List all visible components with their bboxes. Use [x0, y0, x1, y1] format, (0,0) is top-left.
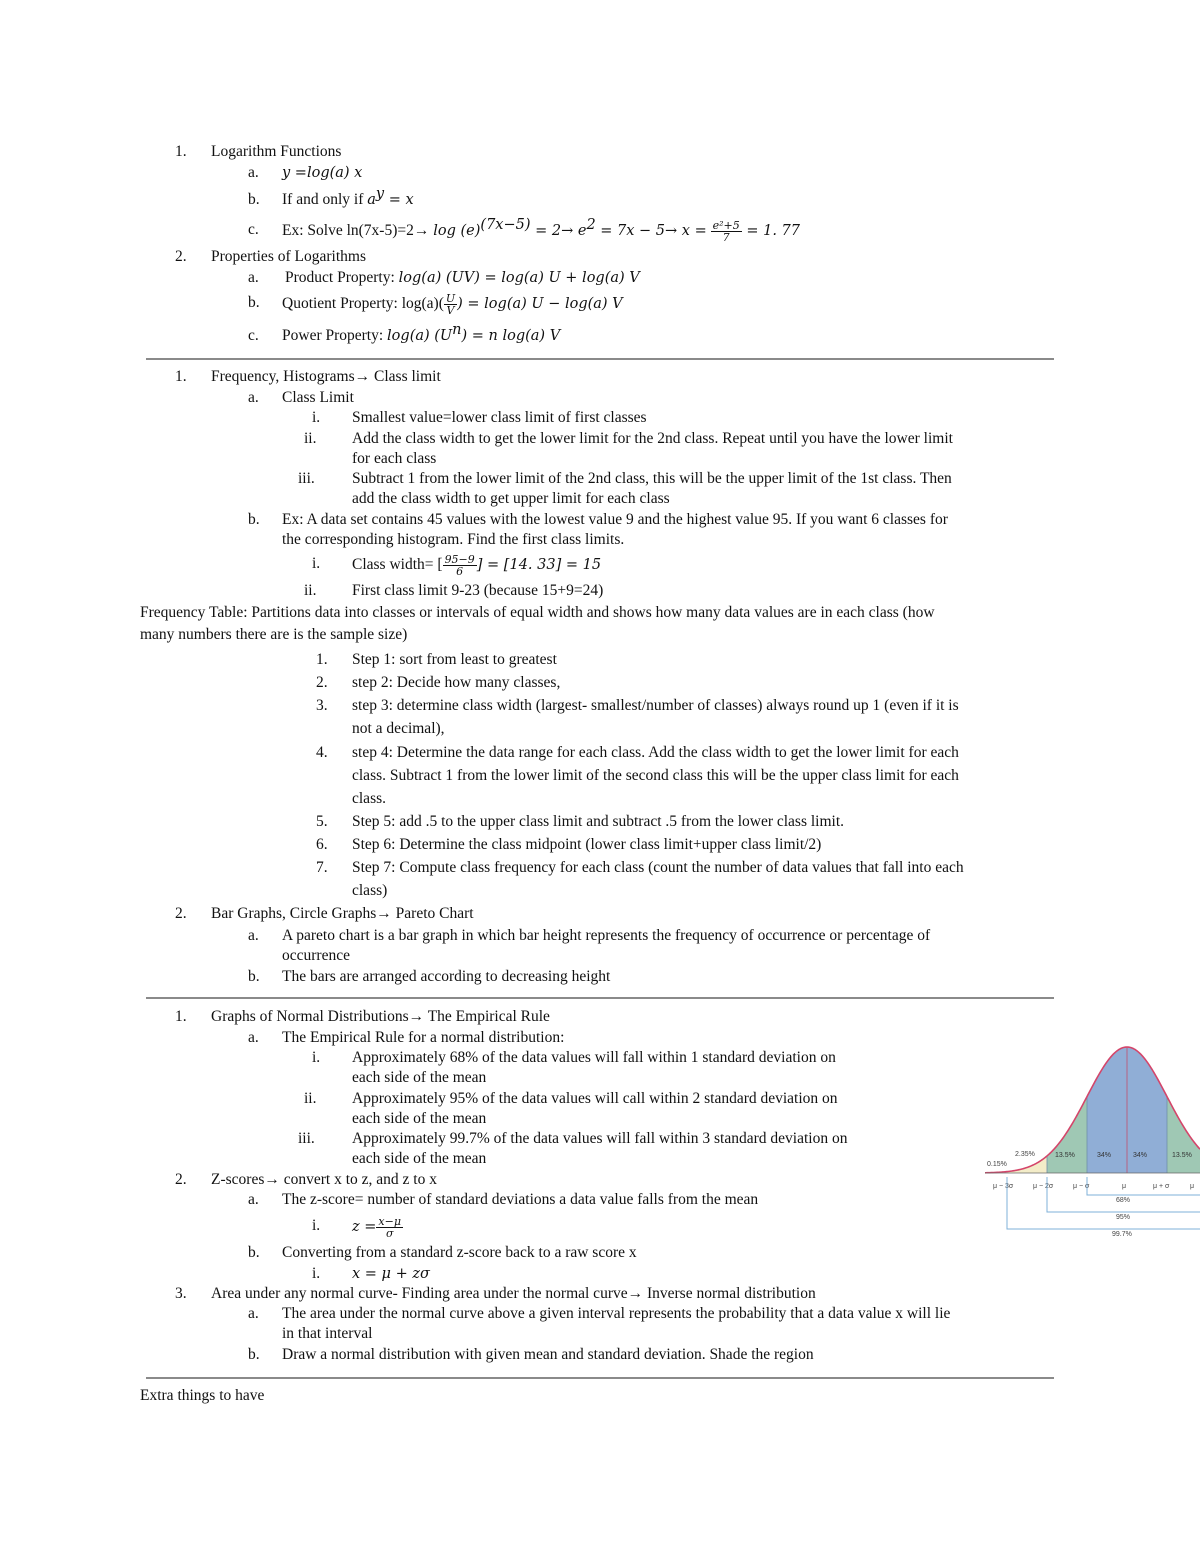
equation-rest: = 𝑥 — [384, 192, 414, 208]
heading-logarithm-functions: Logarithm Functions — [211, 143, 342, 160]
axis-label-plus1: μ + σ — [1153, 1183, 1170, 1190]
class-width-fraction — [443, 554, 477, 577]
z-score-fraction — [376, 1216, 403, 1239]
raw-score-conversion: Converting from a standard z-score back to a raw score x — [282, 1244, 637, 1261]
step-text: Step 1: sort from least to greatest — [352, 651, 557, 668]
list-letter: a. — [248, 269, 259, 286]
power-property — [282, 321, 561, 346]
list-roman: ii. — [304, 582, 317, 599]
fraction-denominator: 𝑉 — [446, 304, 455, 317]
section-divider — [146, 997, 1054, 999]
example-mid: = 2→ 𝑒 — [530, 223, 587, 240]
iff-text: If and only if — [282, 191, 364, 208]
step-number: 4. — [316, 744, 328, 761]
z-score-formula — [352, 1216, 403, 1239]
heading-area-under-curve: Area under any normal curve- Finding area under the normal curve→ Inverse normal distribution — [211, 1285, 816, 1302]
axis-label-plus2: μ — [1190, 1183, 1195, 1190]
equation-log-definition: 𝑦 =log(a) x — [282, 165, 363, 181]
pct-label-outer: 0.15% — [987, 1161, 1007, 1168]
step-text-cont: class. Subtract 1 from the lower limit of the second class this will be the upper class limit for each — [352, 767, 959, 784]
list-letter: a. — [248, 1191, 259, 1208]
list-roman: i. — [312, 1049, 321, 1066]
list-roman: i. — [312, 409, 321, 426]
pct-label-2sd: 2.35% — [1015, 1151, 1035, 1158]
list-letter: b. — [248, 191, 260, 208]
class-limit-step: Subtract 1 from the lower limit of the 2nd class, this will be the upper limit of the 1st class. Then — [352, 470, 952, 487]
list-roman: i. — [312, 555, 321, 572]
list-number: 2. — [175, 905, 187, 922]
property-label: Quotient Property: — [282, 295, 398, 313]
equation-base: 𝑎 — [367, 192, 376, 208]
fraction-denominator: 6 — [456, 565, 464, 578]
empirical-rule-95-cont: each side of the mean — [352, 1110, 487, 1127]
example-prefix: Ex: Solve ln(7x-5)=2→ — [282, 222, 430, 240]
fraction-denominator: 7 — [722, 231, 730, 244]
step-number: 3. — [316, 697, 328, 714]
step-text-cont: class. — [352, 790, 387, 807]
iff-line — [282, 185, 414, 210]
fraction-denominator: σ — [385, 1227, 394, 1240]
heading-z-scores: Z-scores→ convert x to z, and z to x — [211, 1171, 437, 1188]
frequency-table-paragraph-cont: many numbers there are is the sample size) — [140, 626, 408, 643]
pct-label-1sd-right: 13.5% — [1172, 1152, 1192, 1159]
list-letter: b. — [248, 511, 260, 528]
example-fraction — [711, 220, 742, 243]
product-property — [285, 268, 640, 288]
property-eq-part1: 𝑙𝑜𝑔(𝑎) (𝑈 — [387, 328, 453, 344]
class-limit-step-cont: add the class width to get upper limit for each class — [352, 490, 670, 507]
empirical-rule-intro: The Empirical Rule for a normal distribution: — [282, 1029, 565, 1046]
property-label: Product Property: — [285, 269, 395, 286]
list-letter: b. — [248, 294, 260, 311]
list-letter: a. — [248, 1029, 259, 1046]
list-number: 3. — [175, 1285, 187, 1302]
step-text: step 3: determine class width (largest- smallest/number of classes) always round up 1 (even if it is — [352, 697, 959, 714]
step-text: Step 7: Compute class frequency for each class (count the number of data values that fall into each — [352, 859, 964, 876]
area-probability-text: The area under the normal curve above a given interval represents the probability that a data value x will lie — [282, 1305, 951, 1322]
class-limit-step: Add the class width to get the lower limit for the 2nd class. Repeat until you have the lower limit — [352, 430, 953, 447]
list-letter: c. — [248, 221, 259, 238]
list-letter: a. — [248, 1305, 259, 1322]
fraction-numerator: 𝑥−μ — [378, 1215, 401, 1228]
empirical-rule-68-cont: each side of the mean — [352, 1069, 487, 1086]
class-limit-step-cont: for each class — [352, 450, 437, 467]
empirical-rule-99: Approximately 99.7% of the data values will fall within 3 standard deviation on — [352, 1130, 848, 1147]
area-probability-text-cont: in that interval — [282, 1325, 373, 1342]
class-width-result: ] = [14. 33] = 15 — [476, 557, 602, 574]
empirical-rule-68: Approximately 68% of the data values will fall within 1 standard deviation on — [352, 1049, 836, 1066]
empirical-rule-99-cont: each side of the mean — [352, 1150, 487, 1167]
list-roman: i. — [312, 1265, 321, 1282]
list-letter: a. — [248, 164, 259, 181]
list-letter: b. — [248, 968, 260, 985]
fraction-numerator: 𝑒²+5 — [712, 219, 740, 232]
fraction-numerator: 95−9 — [444, 553, 475, 566]
z-score-definition: The z-score= number of standard deviations a data value falls from the mean — [282, 1191, 759, 1208]
axis-label-minus2: μ − 2σ — [1033, 1183, 1054, 1190]
list-letter: b. — [248, 1346, 260, 1363]
step-text: Step 6: Determine the class midpoint (lower class limit+upper class limit/2) — [352, 836, 822, 853]
pct-label-center-right: 34% — [1133, 1152, 1148, 1159]
region-1-to-2sd-right — [1167, 1097, 1200, 1173]
list-roman: i. — [312, 1217, 321, 1234]
step-number: 2. — [316, 674, 328, 691]
step-number: 7. — [316, 859, 328, 876]
property-eq-exponent: 𝑛 — [452, 321, 462, 338]
list-number: 2. — [175, 248, 187, 265]
list-letter: c. — [248, 327, 259, 344]
pct-label-1sd-left: 13.5% — [1055, 1152, 1075, 1159]
step-text: step 2: Decide how many classes, — [352, 674, 561, 691]
step-number: 1. — [316, 651, 328, 668]
range-label-68: 68% — [1116, 1197, 1131, 1204]
example-mid-exponent: 2 — [586, 216, 596, 233]
pareto-definition-cont: occurrence — [282, 947, 350, 964]
pareto-definition: A pareto chart is a bar graph in which bar height represents the frequency of occurrence or percentage of — [282, 927, 931, 944]
example-text: Ex: A data set contains 45 values with the lowest value 9 and the highest value 95. If you want 6 classes for — [282, 511, 948, 528]
draw-normal-text: Draw a normal distribution with given mean and standard deviation. Shade the region — [282, 1346, 814, 1363]
heading-frequency-histograms: Frequency, Histograms→ Class limit — [211, 368, 441, 385]
property-equation: 𝑙𝑜𝑔(𝑎) (𝑈𝑉) = 𝑙𝑜𝑔(𝑎) 𝑈 + 𝑙𝑜𝑔(𝑎) 𝑉 — [398, 270, 640, 286]
list-number: 1. — [175, 368, 187, 385]
step-number: 5. — [316, 813, 328, 830]
step-text-cont: not a decimal), — [352, 720, 445, 737]
list-letter: a. — [248, 389, 259, 406]
heading-bar-graphs: Bar Graphs, Circle Graphs→ Pareto Chart — [211, 905, 474, 922]
class-limit-heading: Class Limit — [282, 389, 354, 406]
property-eq-suffix: ) = 𝑙𝑜𝑔(𝑎) 𝑈 − 𝑙𝑜𝑔(𝑎) 𝑉 — [457, 296, 623, 313]
z-score-lhs: 𝑧 = — [352, 1219, 377, 1236]
fraction-numerator: 𝑈 — [445, 292, 456, 305]
example-mid2: = 7𝑥 − 5→ 𝑥 = — [595, 223, 707, 240]
heading-normal-distributions: Graphs of Normal Distributions→ The Empirical Rule — [211, 1008, 550, 1025]
list-number: 1. — [175, 1008, 187, 1025]
axis-label-minus1: μ − σ — [1073, 1183, 1090, 1190]
example-log-exponent: (7𝑥−5) — [480, 216, 531, 233]
list-roman: iii. — [298, 470, 315, 487]
heading-properties-of-logarithms: Properties of Logarithms — [211, 248, 366, 265]
pareto-order: The bars are arranged according to decreasing height — [282, 968, 611, 985]
example-text-cont: the corresponding histogram. Find the first class limits. — [282, 531, 625, 548]
step-text: step 4: Determine the data range for each class. Add the class width to get the lower limit for each — [352, 744, 959, 761]
axis-label-mean: μ — [1122, 1183, 1127, 1190]
list-roman: iii. — [298, 1130, 315, 1147]
example-solve-ln — [282, 216, 801, 244]
section-divider — [146, 1377, 1054, 1379]
list-roman: ii. — [304, 430, 317, 447]
frequency-table-paragraph: Frequency Table: Partitions data into classes or intervals of equal width and shows how many data values are in each class (how — [140, 604, 935, 621]
axis-label-minus3: μ − 3σ — [993, 1183, 1014, 1190]
normal-distribution-figure — [985, 1040, 1200, 1245]
range-label-95: 95% — [1116, 1214, 1131, 1221]
raw-score-formula: 𝑥 = μ + 𝑧σ — [352, 1266, 430, 1282]
bracket-68 — [1087, 1177, 1200, 1195]
example-result: = 1. 77 — [741, 223, 801, 240]
example-log: 𝑙𝑜𝑔 (𝑒) — [433, 223, 481, 240]
property-eq-part2: ) = 𝑛 𝑙𝑜𝑔(𝑎) 𝑉 — [461, 328, 561, 344]
step-number: 6. — [316, 836, 328, 853]
list-letter: a. — [248, 927, 259, 944]
class-limit-step: Smallest value=lower class limit of first classes — [352, 409, 647, 426]
list-letter: b. — [248, 1244, 260, 1261]
first-class-limit: First class limit 9-23 (because 15+9=24) — [352, 582, 604, 599]
step-text-cont: class) — [352, 882, 388, 899]
step-text: Step 5: add .5 to the upper class limit and subtract .5 from the lower class limit. — [352, 813, 845, 830]
list-roman: ii. — [304, 1090, 317, 1107]
property-eq-prefix: log(a)( — [401, 295, 444, 313]
empirical-rule-95: Approximately 95% of the data values will call within 2 standard deviation on — [352, 1090, 838, 1107]
equation-exponent: 𝑦 — [375, 185, 385, 202]
list-number: 1. — [175, 143, 187, 160]
class-width-equation — [352, 554, 601, 577]
section-divider — [146, 358, 1054, 360]
class-width-prefix: Class width= [ — [352, 556, 443, 574]
property-label: Power Property: — [282, 327, 384, 344]
extra-things-label: Extra things to have — [140, 1387, 265, 1404]
range-label-99: 99.7% — [1112, 1231, 1132, 1238]
pct-label-center-left: 34% — [1097, 1152, 1112, 1159]
quotient-fraction — [444, 293, 457, 316]
list-number: 2. — [175, 1171, 187, 1188]
quotient-property — [282, 293, 623, 316]
